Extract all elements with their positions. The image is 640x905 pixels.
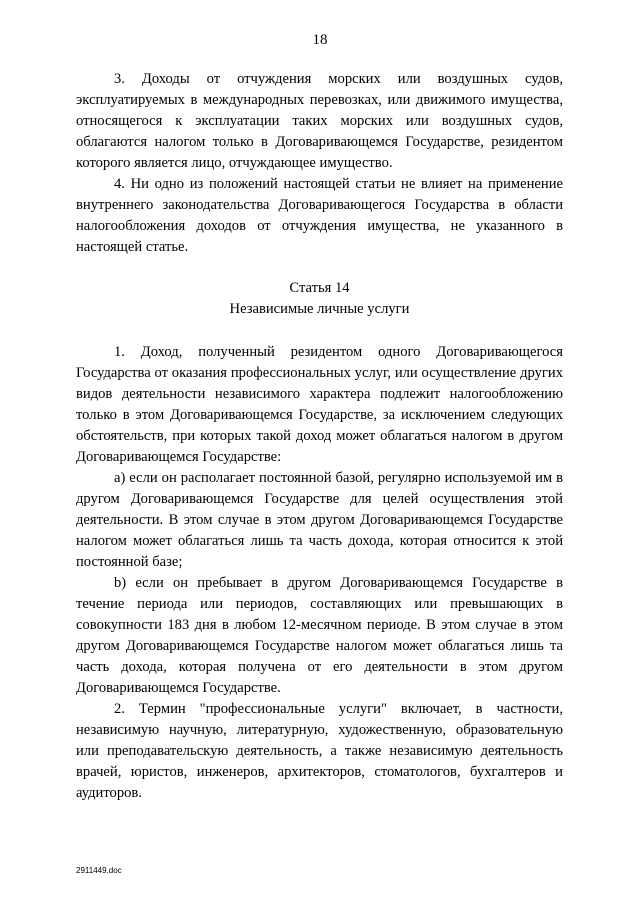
footer-filename: 2911449.doc — [76, 866, 122, 875]
paragraph-14-1b: b) если он пребывает в другом Договаривающемся Государстве в течение периода или периодов, составляющих или превышающих в совокупности 183 дня в любом 12-месячном периоде. В этом случае в этом другом Договаривающемся Государстве налогом может облагаться лишь та часть дохода, которая получена от его деятельности в этом другом Договаривающемся Государстве. — [76, 575, 563, 696]
paragraph-13-4: 4. Ни одно из положений настоящей статьи не влияет на применение внутреннего законодательства Договаривающегося Государства в области налогообложения доходов от отчуждения имущества, не указанного в настоящей статье. — [76, 176, 563, 255]
paragraph-14-1a: a) если он располагает постоянной базой, регулярно используемой им в другом Договаривающемся Государстве для целей осуществления этой деятельности. В этом случае в этом другом Договаривающемся Государстве налогом может облагаться лишь та часть дохода, которая относится к этой постоянной базе; — [76, 470, 563, 570]
paragraph-13-3: 3. Доходы от отчуждения морских или воздушных судов, эксплуатируемых в международных перевозках, или движимого имущества, относящегося к эксплуатации таких морских или воздушных судов, облагаются налогом только в Договаривающемся Государстве, резидентом которого является лицо, отчуждающее имущество. — [76, 71, 563, 171]
article-14-number: Статья 14 — [289, 280, 350, 296]
document-body — [76, 69, 563, 804]
paragraph-14-2: 2. Термин "профессиональные услуги" включает, в частности, независимую научную, литературную, художественную, образовательную или преподавательскую деятельность, а также независимую деятельность врачей, юристов, инженеров, архитекторов, стоматологов, бухгалтеров и аудиторов. — [76, 701, 563, 801]
article-14-title: Независимые личные услуги — [229, 301, 410, 317]
paragraph-14-1: 1. Доход, полученный резидентом одного Договаривающегося Государства от оказания профессиональных услуг, или осуществление других видов деятельности независимого характера подлежит налогообложению только в этом Договаривающемся Государстве, за исключением следующих обстоятельств, при которых такой доход может облагаться налогом в другом Договаривающемся Государстве: — [76, 344, 563, 465]
page-number: 18 — [312, 32, 328, 48]
